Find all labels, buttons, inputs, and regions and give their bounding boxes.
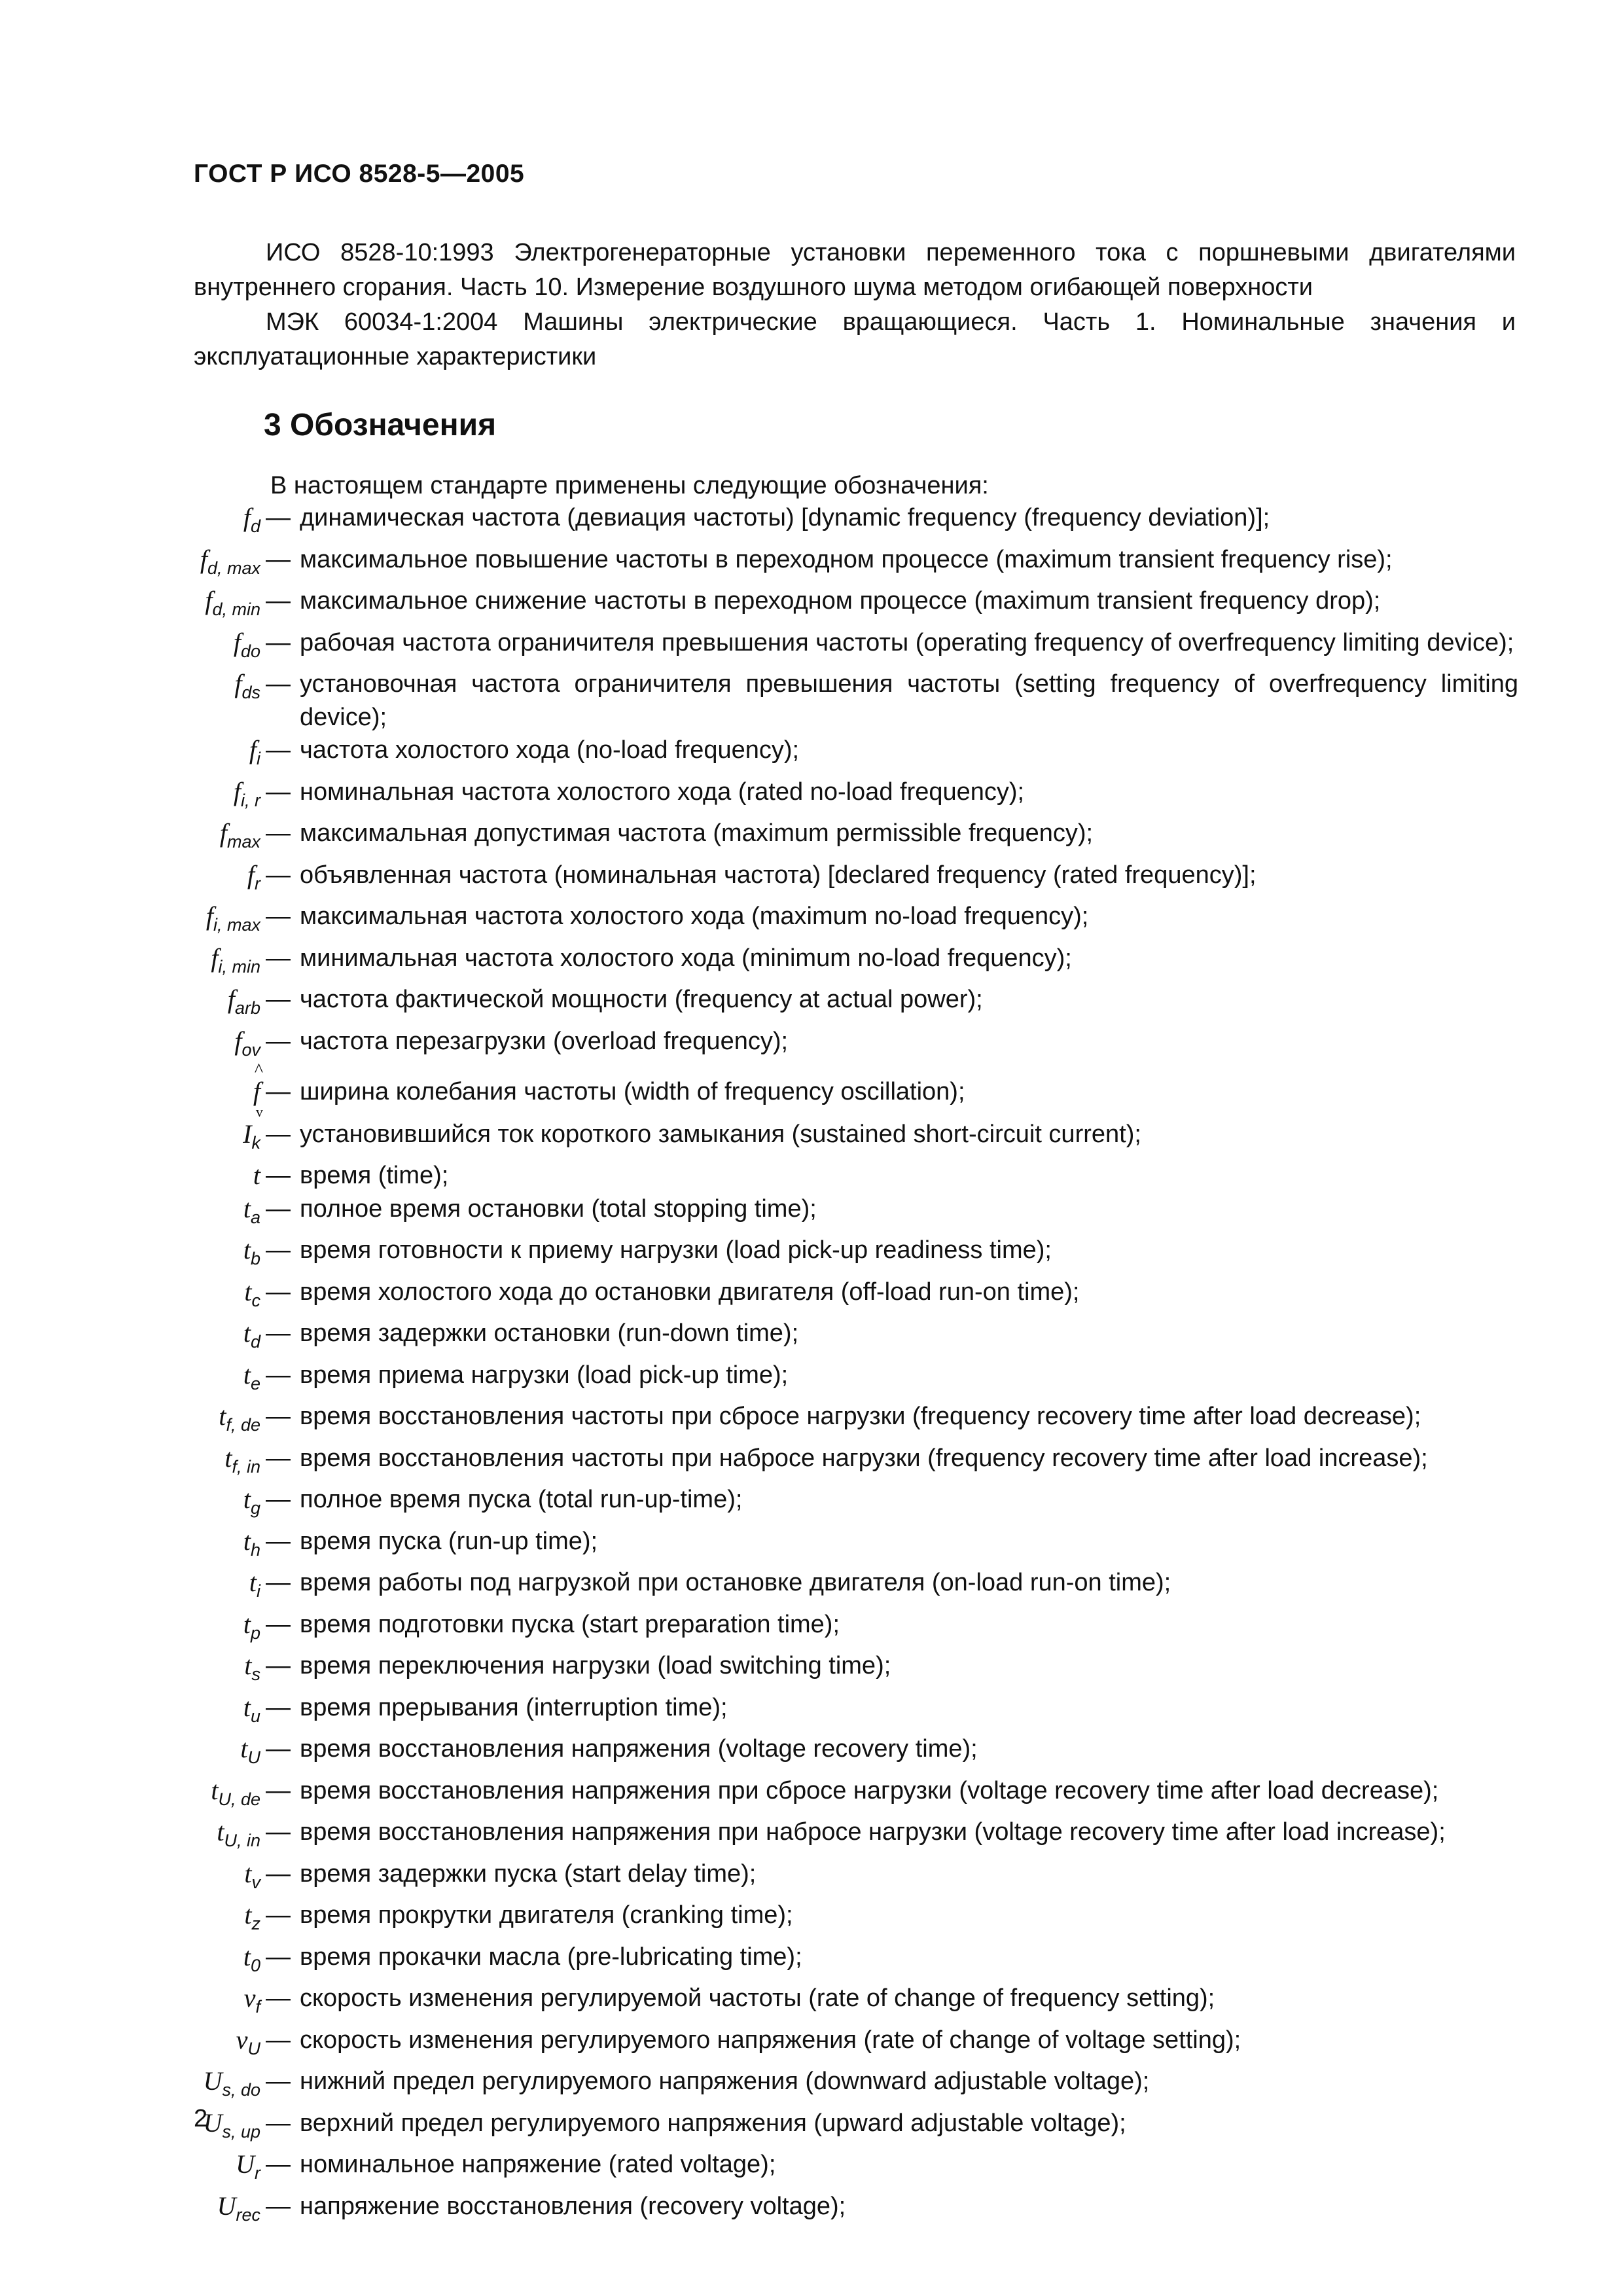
em-dash: — xyxy=(266,1078,291,1105)
definition-text: время прокрутки двигателя (cranking time); xyxy=(300,1901,793,1929)
page-number: 2 xyxy=(194,2105,208,2132)
definition-row xyxy=(164,2190,1518,2232)
symbol-subscript: rec xyxy=(236,2204,260,2225)
definition-text: максимальная допустимая частота (maximum permissible frequency); xyxy=(300,819,1094,847)
symbol xyxy=(164,1649,266,1691)
symbol-subscript: i xyxy=(257,1581,260,1601)
em-dash: — xyxy=(266,628,291,656)
definition-row xyxy=(164,1857,1518,1899)
em-dash: — xyxy=(266,2068,291,2095)
symbol xyxy=(164,776,266,817)
definition-row xyxy=(164,734,1518,776)
symbol-letter: f xyxy=(219,818,227,848)
em-dash: — xyxy=(266,1361,291,1389)
symbol-letter: t xyxy=(240,1734,248,1763)
em-dash: — xyxy=(266,504,291,531)
definition-text: время пуска (run-up time); xyxy=(300,1527,598,1555)
symbol-letter: t xyxy=(217,1817,224,1846)
definition-row xyxy=(164,1025,1518,1067)
em-dash: — xyxy=(266,1236,291,1264)
definition-row xyxy=(164,2107,1518,2149)
em-dash: — xyxy=(266,861,291,889)
definition-text: минимальная частота холостого хода (minimum no-load frequency); xyxy=(300,944,1072,972)
definition-text: время восстановления напряжения при сбросе нагрузки (voltage recovery time after load decrease); xyxy=(300,1776,1439,1804)
definition-row xyxy=(164,1982,1518,2024)
definition-row xyxy=(164,942,1518,984)
symbol xyxy=(164,983,266,1025)
em-dash: — xyxy=(266,1943,291,1971)
symbol-subscript: s, do xyxy=(222,2080,260,2100)
symbol-subscript: b xyxy=(250,1249,260,1268)
symbol-letter: t xyxy=(243,1484,251,1514)
definition-row xyxy=(164,817,1518,859)
definition-text: частота перезагрузки (overload frequency); xyxy=(300,1027,789,1055)
definition-row xyxy=(164,2148,1518,2190)
definition-text: время работы под нагрузкой при остановке двигателя (on-load run-on time); xyxy=(300,1569,1171,1596)
symbol-subscript: r xyxy=(255,873,260,893)
symbol-letter: U xyxy=(203,2066,223,2096)
definition-text: нижний предел регулируемого напряжения (downward adjustable voltage); xyxy=(300,2068,1150,2095)
symbol-letter: f xyxy=(234,1026,242,1056)
symbol-letter: t xyxy=(244,1651,252,1680)
symbol xyxy=(164,1982,266,2024)
symbol-subscript: c xyxy=(251,1290,260,1310)
definitions-list xyxy=(164,501,1518,2231)
definition-text: полное время остановки (total stopping time); xyxy=(300,1194,817,1223)
definition-row xyxy=(164,1193,1518,1234)
definition-row xyxy=(164,1317,1518,1359)
symbol xyxy=(164,817,266,859)
em-dash: — xyxy=(266,1162,291,1189)
symbol-letter: f xyxy=(233,627,241,657)
em-dash: — xyxy=(266,1319,291,1347)
symbol xyxy=(164,2148,266,2190)
definition-text: рабочая частота ограничителя превышения частоты (operating frequency of overfrequency limiting device); xyxy=(300,628,1514,656)
symbol-letter: t xyxy=(243,1359,251,1390)
symbol-letter: f xyxy=(205,586,213,615)
symbol xyxy=(164,859,266,901)
symbol-subscript: k xyxy=(251,1132,260,1153)
symbol xyxy=(164,1899,266,1941)
definition-text: время прерывания (interruption time); xyxy=(300,1693,728,1721)
section-title: 3 Обозначения xyxy=(264,408,497,442)
definition-row xyxy=(164,1159,1518,1193)
symbol-letter: t xyxy=(244,1276,252,1306)
definition-row xyxy=(164,1649,1518,1691)
symbol-subscript: z xyxy=(251,1914,260,1933)
symbol xyxy=(164,1483,266,1525)
definition-row xyxy=(164,1359,1518,1401)
symbol-letter: I xyxy=(243,1119,252,1149)
symbol xyxy=(164,1025,266,1067)
em-dash: — xyxy=(266,2192,291,2220)
em-dash: — xyxy=(266,1120,291,1148)
definition-text: динамическая частота (девиация частоты) [dynamic frequency (frequency deviation)]; xyxy=(300,504,1270,531)
definition-text: время готовности к приему нагрузки (load pick-up readiness time); xyxy=(300,1236,1052,1264)
symbol-subscript: i, min xyxy=(218,956,260,977)
em-dash: — xyxy=(266,545,291,573)
symbol-subscript: U, de xyxy=(218,1789,260,1809)
definition-row xyxy=(164,1941,1518,1982)
em-dash: — xyxy=(266,1901,291,1929)
symbol xyxy=(164,1359,266,1401)
definition-text: номинальная частота холостого хода (rated no-load frequency); xyxy=(300,778,1025,806)
symbol xyxy=(164,2024,266,2066)
reference-item: ИСО 8528-10:1993 Электрогенераторные установки переменного тока с поршневыми двигателями внутреннего сгорания. Часть 10. Измерение воздушного шума методом огибающей поверхности xyxy=(194,239,1516,301)
em-dash: — xyxy=(266,1859,291,1888)
symbol-letter: f xyxy=(211,942,219,973)
symbol-subscript: v xyxy=(251,1872,260,1892)
em-dash: — xyxy=(266,587,291,615)
symbol-subscript: arb xyxy=(234,998,260,1018)
symbol-letter: v xyxy=(243,1983,256,2013)
symbol-subscript: i xyxy=(257,749,260,768)
em-dash: — xyxy=(266,1027,291,1055)
definition-row xyxy=(164,1118,1518,1160)
definition-text: установившийся ток короткого замыкания (sustained short-circuit current); xyxy=(300,1120,1141,1148)
definition-row xyxy=(164,668,1518,734)
symbol-letter: t xyxy=(243,1193,251,1223)
definition-row xyxy=(164,1442,1518,1484)
symbol-subscript: d xyxy=(250,516,260,536)
symbol-letter: t xyxy=(244,1900,252,1929)
definition-row xyxy=(164,1899,1518,1941)
symbol-subscript: f xyxy=(255,1997,260,2017)
symbol xyxy=(164,1566,266,1608)
symbol xyxy=(164,1941,266,1982)
definition-text: ширина колебания частоты (width of frequency oscillation); xyxy=(300,1078,965,1105)
em-dash: — xyxy=(266,736,291,764)
definition-row xyxy=(164,1525,1518,1567)
reference-item: МЭК 60034-1:2004 Машины электрические вращающиеся. Часть 1. Номинальные значения и эксплуатационные характеристики xyxy=(194,308,1516,370)
definition-row xyxy=(164,1075,1518,1109)
symbol-subscript: U xyxy=(247,2038,260,2058)
symbol-subscript: u xyxy=(250,1706,260,1726)
definition-text: время восстановления напряжения при набросе нагрузки (voltage recovery time after load increase); xyxy=(300,1818,1446,1846)
symbol-subscript: d xyxy=(250,1332,260,1352)
symbol xyxy=(164,2107,266,2149)
definition-row xyxy=(164,1816,1518,1857)
symbol-subscript: a xyxy=(250,1207,260,1227)
symbol xyxy=(164,584,266,626)
symbol-subscript: do xyxy=(240,641,260,661)
definition-row xyxy=(164,1566,1518,1608)
symbol xyxy=(164,1732,266,1774)
symbol-letter: t xyxy=(243,1526,251,1556)
section-intro: В настоящем стандарте применены следующие обозначения: xyxy=(270,472,989,499)
symbol xyxy=(164,2065,266,2107)
symbol-subscript: r xyxy=(255,2163,260,2183)
symbol xyxy=(164,1525,266,1567)
em-dash: — xyxy=(266,1486,291,1513)
symbol xyxy=(164,942,266,984)
definition-row xyxy=(164,1774,1518,1816)
symbol-letter: f xyxy=(234,669,242,698)
symbol-subscript: h xyxy=(250,1539,260,1560)
symbol-subscript: max xyxy=(226,832,260,852)
symbol xyxy=(164,626,266,668)
document-header: ГОСТ Р ИСО 8528-5—2005 xyxy=(194,160,525,188)
symbol xyxy=(164,1816,266,1857)
em-dash: — xyxy=(266,2151,291,2178)
symbol xyxy=(164,501,266,543)
symbol-letter: t xyxy=(249,1568,257,1597)
definition-row xyxy=(164,1400,1518,1442)
symbol-letter: U xyxy=(236,2149,255,2179)
symbol xyxy=(164,543,266,585)
definition-text: время задержки остановки (run-down time); xyxy=(300,1319,799,1347)
symbol-letter: f xyxy=(247,859,255,889)
em-dash: — xyxy=(266,1652,291,1679)
em-dash: — xyxy=(266,2109,291,2137)
symbol xyxy=(164,734,266,776)
symbol-subscript: f, de xyxy=(226,1415,260,1435)
symbol xyxy=(164,1075,266,1109)
symbol xyxy=(164,668,266,709)
symbol xyxy=(164,1691,266,1733)
definition-row xyxy=(164,1691,1518,1733)
definition-row xyxy=(164,1608,1518,1650)
symbol-subscript: p xyxy=(250,1623,260,1643)
symbol-letter: f xyxy=(205,901,213,931)
definition-text: время (time); xyxy=(300,1162,449,1189)
em-dash: — xyxy=(266,1194,291,1223)
symbol xyxy=(164,1234,266,1276)
normative-references xyxy=(194,236,1516,374)
symbol-letter: t xyxy=(243,1941,251,1971)
symbol xyxy=(164,1276,266,1318)
em-dash: — xyxy=(266,1984,291,2012)
definition-row xyxy=(164,776,1518,817)
definition-text: скорость изменения регулируемого напряжения (rate of change of voltage setting); xyxy=(300,2026,1241,2054)
symbol-subscript: ds xyxy=(241,683,260,702)
definition-text: установочная частота ограничителя превышения частоты (setting frequency of overfrequency limiting device); xyxy=(300,670,1518,731)
definition-text: напряжение восстановления (recovery voltage); xyxy=(300,2192,846,2220)
symbol-letter: ^ f v xyxy=(253,1079,260,1105)
definition-text: время холостого хода до остановки двигателя (off-load run-on time); xyxy=(300,1278,1080,1306)
symbol-subscript: s, up xyxy=(222,2121,260,2142)
em-dash: — xyxy=(266,1527,291,1555)
em-dash: — xyxy=(266,944,291,972)
symbol-subscript: f, in xyxy=(232,1456,260,1477)
symbol-letter: t xyxy=(219,1401,226,1431)
symbol-letter: t xyxy=(243,1235,251,1265)
definition-row xyxy=(164,859,1518,901)
symbol-letter: f xyxy=(249,735,257,764)
em-dash: — xyxy=(266,1403,291,1430)
symbol-letter: t xyxy=(244,1858,252,1888)
em-dash: — xyxy=(266,1569,291,1596)
definition-text: максимальное снижение частоты в переходном процессе (maximum transient frequency drop); xyxy=(300,587,1381,615)
symbol-letter: t xyxy=(243,1692,251,1722)
definition-row xyxy=(164,1276,1518,1318)
symbol-subscript: e xyxy=(250,1373,260,1393)
symbol-letter: f xyxy=(200,544,207,574)
symbol-letter: U xyxy=(203,2108,223,2138)
em-dash: — xyxy=(266,903,291,930)
symbol xyxy=(164,1118,266,1160)
symbol-letter: t xyxy=(224,1443,232,1473)
definition-text: время приема нагрузки (load pick-up time); xyxy=(300,1361,789,1389)
symbol xyxy=(164,1442,266,1484)
symbol-letter: f xyxy=(233,776,241,806)
symbol-subscript: g xyxy=(250,1498,260,1518)
definition-row xyxy=(164,626,1518,668)
em-dash: — xyxy=(266,2026,291,2054)
definition-text: время переключения нагрузки (load switching time); xyxy=(300,1652,891,1679)
definition-text: объявленная частота (номинальная частота) [declared frequency (rated frequency)]; xyxy=(300,861,1257,889)
definition-row xyxy=(164,2065,1518,2107)
symbol xyxy=(164,1159,266,1193)
em-dash: — xyxy=(266,778,291,806)
em-dash: — xyxy=(266,819,291,847)
symbol xyxy=(164,2190,266,2232)
em-dash: — xyxy=(266,1278,291,1306)
em-dash: — xyxy=(266,1610,291,1638)
definition-row xyxy=(164,2024,1518,2066)
symbol xyxy=(164,1774,266,1816)
definition-text: время восстановления частоты при набросе нагрузки (frequency recovery time after load increase); xyxy=(300,1444,1428,1472)
em-dash: — xyxy=(266,670,291,698)
definition-text: время подготовки пуска (start preparation time); xyxy=(300,1610,840,1638)
definition-row xyxy=(164,983,1518,1025)
definition-text: время восстановления напряжения (voltage recovery time); xyxy=(300,1735,978,1763)
definition-row xyxy=(164,1483,1518,1525)
symbol-subscript: i, r xyxy=(241,790,260,810)
symbol-letter: U xyxy=(217,2191,236,2221)
symbol-subscript: d, min xyxy=(212,600,260,619)
symbol xyxy=(164,1317,266,1359)
definition-text: верхний предел регулируемого напряжения (upward adjustable voltage); xyxy=(300,2109,1126,2137)
em-dash: — xyxy=(266,1444,291,1472)
symbol-subscript: d, max xyxy=(207,558,260,578)
definition-text: частота фактической мощности (frequency at actual power); xyxy=(300,986,983,1013)
definition-text: максимальное повышение частоты в переходном процессе (maximum transient frequency rise); xyxy=(300,545,1393,573)
symbol-letter: t xyxy=(253,1160,260,1190)
definition-row xyxy=(164,501,1518,543)
definition-text: номинальное напряжение (rated voltage); xyxy=(300,2151,776,2178)
symbol-subscript: U, in xyxy=(224,1831,260,1850)
symbol xyxy=(164,1608,266,1650)
definition-row xyxy=(164,1234,1518,1276)
symbol-subscript: s xyxy=(251,1664,260,1684)
symbol-letter: f xyxy=(227,984,235,1014)
definition-text: полное время пуска (total run-up-time); xyxy=(300,1486,743,1513)
definition-text: частота холостого хода (no-load frequency); xyxy=(300,736,800,764)
definition-text: время прокачки масла (pre-lubricating time); xyxy=(300,1943,802,1971)
symbol-letter: v xyxy=(236,2024,248,2054)
symbol-subscript: ov xyxy=(241,1039,260,1060)
symbol xyxy=(164,1400,266,1442)
definition-row xyxy=(164,584,1518,626)
em-dash: — xyxy=(266,1776,291,1804)
definition-row xyxy=(164,1732,1518,1774)
definition-text: скорость изменения регулируемой частоты (rate of change of frequency setting); xyxy=(300,1984,1215,2012)
symbol-subscript: 0 xyxy=(250,1955,260,1975)
em-dash: — xyxy=(266,986,291,1013)
em-dash: — xyxy=(266,1735,291,1763)
symbol xyxy=(164,900,266,942)
symbol-letter: t xyxy=(243,1318,251,1348)
em-dash: — xyxy=(266,1693,291,1721)
definition-row xyxy=(164,543,1518,585)
symbol xyxy=(164,1857,266,1899)
symbol-letter: t xyxy=(211,1775,219,1805)
symbol-subscript: i, max xyxy=(213,915,260,935)
definition-row xyxy=(164,900,1518,942)
definition-text: время задержки пуска (start delay time); xyxy=(300,1859,757,1888)
definition-text: время восстановления частоты при сбросе нагрузки (frequency recovery time after load decrease); xyxy=(300,1403,1421,1430)
em-dash: — xyxy=(266,1818,291,1846)
symbol-letter: t xyxy=(243,1609,251,1639)
definition-text: максимальная частота холостого хода (maximum no-load frequency); xyxy=(300,903,1089,930)
symbol xyxy=(164,1193,266,1234)
symbol-letter: f xyxy=(243,503,251,532)
symbol-subscript: U xyxy=(247,1748,260,1767)
